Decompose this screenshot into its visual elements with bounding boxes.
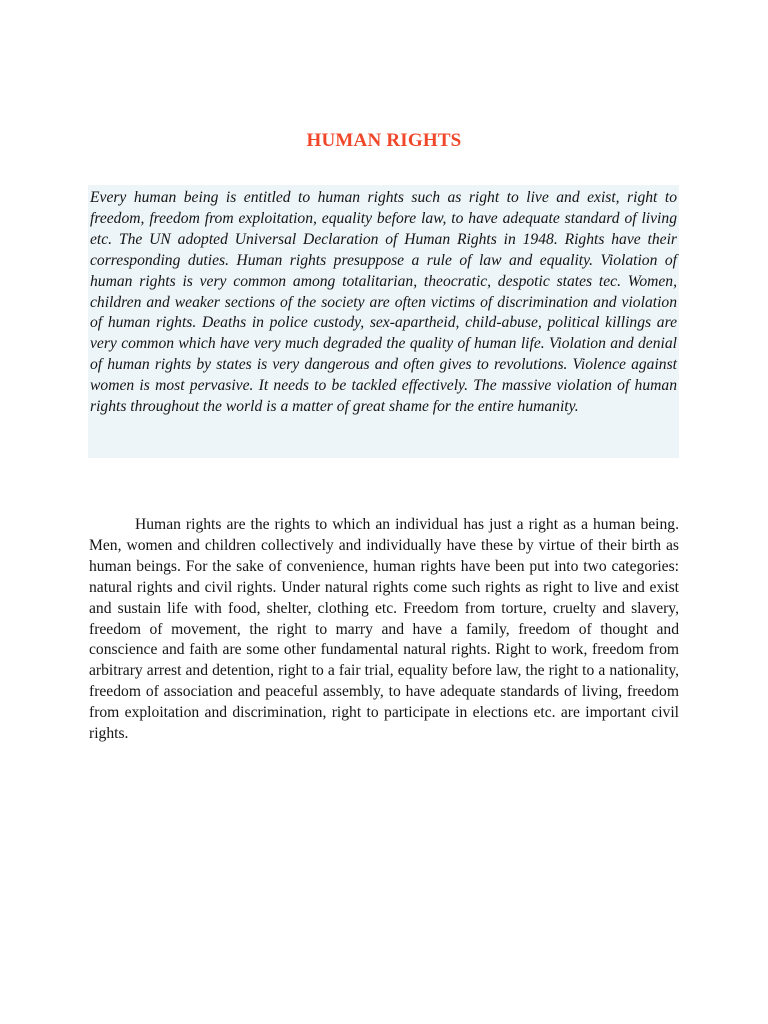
body-paragraph: Human rights are the rights to which an individual has just a right as a human being. Men, women and children collectively and individually have these by virtue of their birth as human beings. For the sake of convenience, human rights have been put into two categories: natural rights and civil rights. Under natural rights come such rights as right to live and exist and sustain life with food, shelter, clothing etc. Freedom from torture, cruelty and slavery, freedom of movement, the right to marry and have a family, freedom of thought and conscience and faith are some other fundamental natural rights. Right to work, freedom from arbitrary arrest and detention, right to a fair trial, equality before law, the right to a nationality, freedom of association and peaceful assembly, to have adequate standards of living, freedom from exploitation and discrimination, right to participate in elections etc. are important civil rights.: [89, 516, 679, 743]
abstract-box: Every human being is entitled to human rights such as right to live and exist, right to freedom, freedom from exploitation, equality before law, to have adequate standard of living etc. The UN adopted Universal Declaration of Human Rights in 1948. Rights have their corresponding duties. Human rights presuppose a rule of law and equality. Violation of human rights is very common among totalitarian, theocratic, despotic states tec. Women, children and weaker sections of the society are often victims of discrimination and violation of human rights. Deaths in police custody, sex-apartheid, child-abuse, political killings are very common which have very much degraded the quality of human life. Violation and denial of human rights by states is very dangerous and often gives to revolutions. Violence against women is most pervasive. It needs to be tackled effectively. The massive violation of human rights throughout the world is a matter of great shame for the entire humanity.: [88, 185, 679, 458]
document-title: HUMAN RIGHTS: [306, 130, 462, 151]
